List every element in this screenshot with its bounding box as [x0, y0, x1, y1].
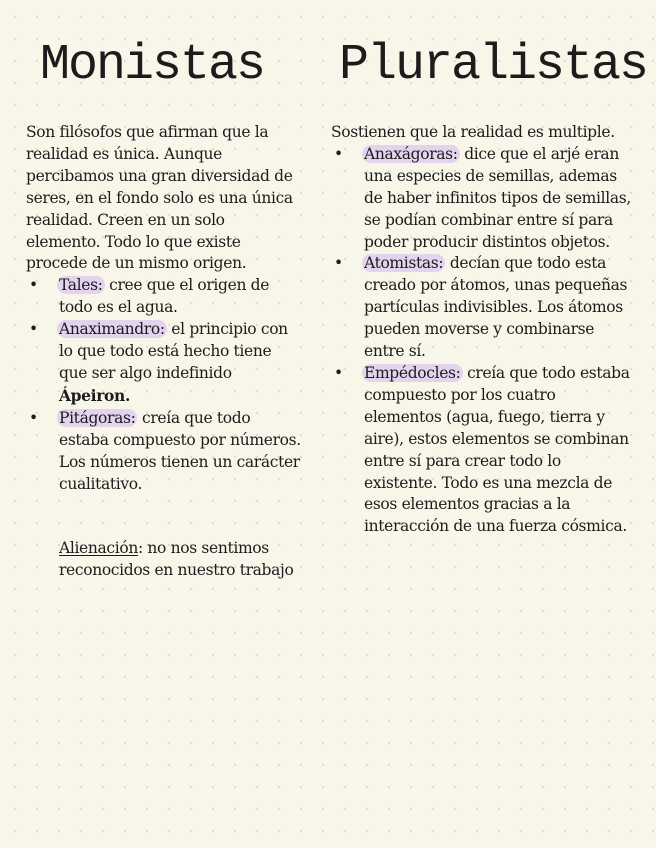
- list-item-empedocles: [331, 363, 631, 538]
- item-text: cree que el origen de todo es el agua.: [59, 276, 270, 317]
- term-highlight: Empédocles:: [364, 363, 461, 382]
- monistas-title: Monistas: [40, 37, 265, 94]
- note-text: : no nos sentimos reconocidos en nuestro trabajo: [59, 539, 294, 580]
- list-item-tales: [26, 275, 302, 319]
- pluralistas-body: [331, 122, 631, 538]
- pluralistas-list: [331, 144, 631, 538]
- list-item-anaximandro: [26, 319, 302, 408]
- note-term: Alienación: [59, 539, 138, 558]
- alienacion-note: [26, 538, 302, 582]
- item-text: el principio con lo que todo está hecho tiene que ser algo indefinido: [59, 320, 288, 382]
- term-highlight: Anaxágoras:: [364, 144, 458, 163]
- item-text: dice que el arjé eran una especies de semillas, ademas de haber infinitos tipos de semillas, se podían combinar entre sí para poder producir distintos objetos.: [364, 144, 631, 251]
- list-item-anaxagoras: [331, 144, 631, 254]
- item-text: decían que todo esta creado por átomos, unas pequeñas partículas indivisibles. Los átomos pueden moverse y combinarse entre sí.: [364, 254, 628, 361]
- pluralistas-title: Pluralistas: [339, 37, 648, 94]
- list-item-pitagoras: [26, 408, 302, 496]
- monistas-body: [26, 122, 302, 582]
- term-highlight: Anaximandro:: [59, 320, 165, 339]
- term-highlight: Pitágoras:: [59, 408, 136, 427]
- monistas-list: [26, 275, 302, 495]
- item-text: creía que todo estaba compuesto por los cuatro elementos (agua, fuego, tierra y aire), estos elementos se combinan entre sí para crear todo lo existente. Todo es una mezcla de esos elementos gracias a la interacción de una fuerza cósmica.: [364, 363, 630, 536]
- term-highlight: Tales:: [59, 276, 103, 295]
- list-item-atomistas: [331, 253, 631, 363]
- pluralistas-intro: Sostienen que la realidad es multiple.: [331, 123, 615, 141]
- bold-term: Ápeiron.: [59, 385, 130, 405]
- item-text: creía que todo estaba compuesto por números. Los números tienen un carácter cualitativo.: [59, 408, 301, 493]
- monistas-intro: Son filósofos que afirman que la realidad es única. Aunque percibamos una gran diversidad de seres, en el fondo solo es una única realidad. Creen en un solo elemento. Todo lo que existe procede de un mismo origen.: [26, 123, 293, 273]
- term-highlight: Atomistas:: [364, 254, 444, 273]
